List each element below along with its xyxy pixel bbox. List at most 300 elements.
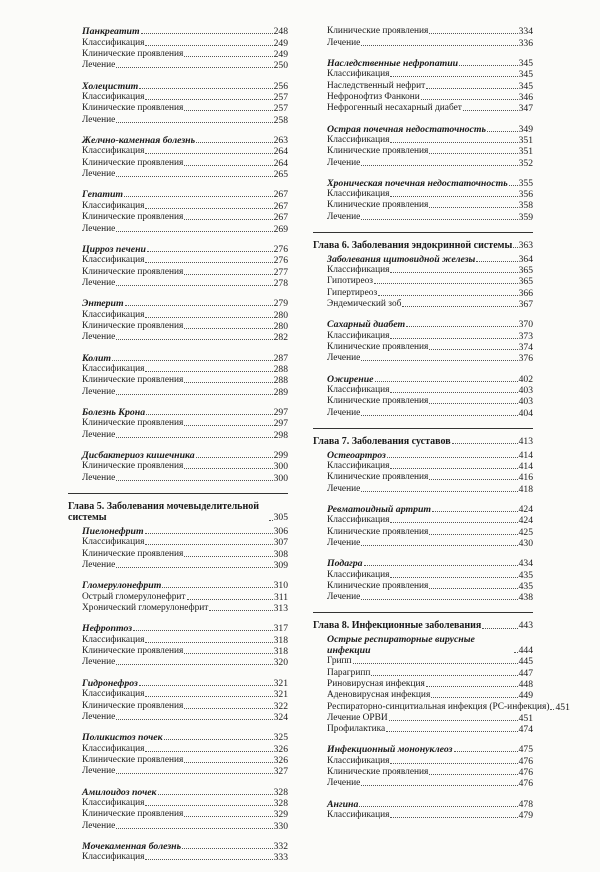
toc-entry[interactable]	[313, 200, 533, 211]
toc-entry[interactable]	[313, 135, 533, 146]
toc-entry[interactable]	[68, 798, 288, 809]
toc-entry[interactable]	[313, 26, 533, 37]
toc-entry[interactable]	[68, 321, 288, 332]
toc-section	[68, 189, 288, 234]
leader-dots	[361, 491, 517, 492]
leader-dots	[361, 785, 517, 786]
leader-dots	[147, 251, 273, 252]
toc-entry[interactable]	[68, 603, 288, 614]
toc-section	[313, 373, 533, 418]
toc-entry[interactable]	[313, 667, 533, 678]
toc-entry[interactable]	[68, 560, 288, 571]
toc-entry[interactable]	[68, 657, 288, 668]
toc-entry-label: Клинические проявления	[327, 581, 429, 592]
leader-dots	[390, 763, 517, 764]
toc-entry[interactable]	[313, 755, 533, 766]
toc-entry-page-number: 280	[273, 309, 288, 321]
section-heading[interactable]	[68, 26, 288, 37]
section-title: Мочекаменная болезнь	[82, 840, 182, 852]
chapter-heading[interactable]	[313, 240, 533, 252]
toc-entry-label: Аденовирусная инфекция	[327, 690, 431, 701]
toc-entry[interactable]	[68, 332, 288, 343]
toc-entry[interactable]	[313, 287, 533, 298]
chapter-title: Глава 8. Инфекционные заболевания	[313, 620, 482, 632]
toc-entry[interactable]	[313, 407, 533, 418]
section-page-number: 317	[273, 623, 288, 635]
leader-dots	[361, 165, 517, 166]
toc-section	[313, 253, 533, 310]
toc-entry[interactable]	[68, 809, 288, 820]
toc-entry-label: Классификация	[327, 385, 390, 396]
toc-entry[interactable]	[313, 483, 533, 494]
toc-entry[interactable]	[68, 200, 288, 211]
section-heading[interactable]	[313, 319, 533, 330]
leader-dots	[463, 110, 518, 111]
section-title: Хроническая почечная недостаточность	[327, 177, 508, 189]
leader-dots	[116, 480, 272, 481]
section-heading[interactable]	[68, 677, 288, 688]
toc-entry[interactable]	[313, 581, 533, 592]
toc-left-column	[68, 26, 288, 872]
leader-dots	[389, 720, 518, 721]
toc-entry-page-number: 267	[273, 200, 288, 212]
section-title: Ангина	[327, 798, 359, 810]
section-heading[interactable]	[313, 123, 533, 134]
toc-entry-label: Лечение	[82, 429, 116, 440]
leader-dots	[390, 817, 517, 818]
toc-entry-page-number: 333	[273, 852, 288, 864]
toc-entry-page-number: 334	[518, 26, 533, 38]
toc-entry-page-number: 451	[555, 701, 570, 713]
toc-entry[interactable]	[313, 515, 533, 526]
section-heading[interactable]	[68, 450, 288, 461]
toc-entry-label: Лечение	[327, 37, 361, 48]
toc-entry[interactable]	[68, 364, 288, 375]
leader-dots	[429, 153, 517, 154]
toc-entry-page-number: 435	[518, 569, 533, 581]
leader-dots	[402, 306, 517, 307]
toc-entry[interactable]	[313, 265, 533, 276]
leader-dots	[145, 642, 272, 643]
leader-dots	[184, 468, 272, 469]
toc-entry[interactable]	[313, 767, 533, 778]
toc-entry-label: Классификация	[327, 189, 390, 200]
toc-entry[interactable]	[313, 396, 533, 407]
toc-entry[interactable]	[313, 461, 533, 472]
toc-entry-page-number: 249	[273, 37, 288, 49]
toc-entry[interactable]	[68, 157, 288, 168]
section-title: Инфекционный мононуклеоз	[327, 744, 453, 756]
leader-dots	[158, 794, 273, 795]
leader-dots	[164, 739, 273, 740]
toc-entry-label: Классификация	[82, 200, 145, 211]
toc-entry[interactable]	[68, 212, 288, 223]
toc-entry[interactable]	[68, 309, 288, 320]
toc-entry-label: Клинические проявления	[82, 700, 184, 711]
leader-dots	[145, 751, 272, 752]
toc-entry[interactable]	[313, 701, 570, 713]
toc-entry[interactable]	[313, 679, 533, 690]
section-heading[interactable]	[313, 253, 533, 264]
leader-dots	[116, 664, 272, 665]
toc-entry[interactable]	[313, 538, 533, 549]
section-heading[interactable]	[313, 178, 533, 189]
toc-entry-label: Лечение	[327, 592, 361, 603]
section-heading[interactable]	[68, 786, 288, 797]
leader-dots	[390, 577, 517, 578]
toc-entry-page-number: 345	[518, 69, 533, 81]
leader-dots	[116, 339, 272, 340]
toc-entry-label: Классификация	[327, 265, 390, 275]
leader-dots	[429, 588, 517, 589]
toc-section	[68, 407, 288, 441]
toc-entry-label: Клинические проявления	[82, 103, 184, 114]
toc-section	[68, 26, 288, 71]
section-page-number: 332	[273, 840, 288, 852]
toc-entry-page-number: 404	[518, 407, 533, 419]
toc-entry-label: Клинические проявления	[327, 526, 429, 537]
leader-dots	[361, 219, 517, 220]
toc-entry-label: Наследственный нефрит	[327, 80, 426, 91]
toc-entry-label: Лечение	[327, 483, 361, 494]
toc-entry-label: Клинические проявления	[82, 212, 184, 223]
section-page-number: 267	[273, 189, 288, 201]
section-page-number: 475	[518, 744, 533, 756]
toc-entry-label: Клинические проявления	[82, 320, 184, 331]
toc-entry-label: Клинические проявления	[327, 200, 429, 211]
chapter-heading[interactable]	[313, 436, 533, 448]
section-heading[interactable]	[313, 558, 533, 569]
toc-entry-page-number: 358	[518, 200, 533, 212]
toc-entry-page-number: 330	[273, 820, 288, 832]
toc-entry[interactable]	[313, 778, 533, 789]
toc-entry-label: Клинические проявления	[82, 754, 184, 765]
toc-entry-page-number: 373	[518, 330, 533, 342]
chapter-heading[interactable]	[68, 501, 288, 524]
toc-entry-page-number: 289	[273, 386, 288, 398]
toc-entry[interactable]	[68, 418, 288, 429]
toc-section	[313, 633, 570, 736]
toc-entry[interactable]	[313, 472, 533, 483]
section-heading[interactable]	[313, 373, 533, 384]
toc-entry[interactable]	[313, 276, 533, 287]
toc-entry[interactable]	[313, 713, 533, 724]
toc-entry[interactable]	[313, 92, 533, 103]
toc-entry[interactable]	[68, 712, 288, 723]
toc-section	[68, 135, 288, 180]
section-title: Гидронефроз	[82, 677, 138, 689]
toc-entry-label: Эндемический зоб	[327, 299, 402, 310]
toc-entry-page-number: 318	[273, 646, 288, 658]
toc-entry-page-number: 416	[518, 472, 533, 484]
toc-entry-label: Грипп	[327, 656, 352, 667]
leader-dots	[145, 533, 273, 534]
toc-entry[interactable]	[68, 472, 288, 483]
section-page-number: 287	[273, 352, 288, 364]
section-page-number: 355	[518, 177, 533, 189]
section-heading[interactable]	[68, 841, 288, 852]
leader-dots	[184, 762, 272, 763]
toc-entry[interactable]	[313, 189, 533, 200]
toc-entry[interactable]	[68, 591, 288, 602]
leader-dots	[184, 653, 272, 654]
leader-dots	[116, 285, 272, 286]
toc-section	[313, 58, 533, 115]
leader-dots	[390, 392, 517, 393]
section-heading[interactable]	[68, 526, 288, 537]
toc-entry[interactable]	[68, 146, 288, 157]
leader-dots	[390, 142, 517, 143]
toc-entry[interactable]	[68, 266, 288, 277]
toc-entry-label: Клинические проявления	[327, 342, 429, 353]
toc-entry[interactable]	[313, 656, 533, 667]
leader-dots	[476, 261, 517, 262]
toc-entry-page-number: 258	[273, 114, 288, 126]
toc-entry-page-number: 351	[518, 146, 533, 158]
toc-entry[interactable]	[68, 743, 288, 754]
leader-dots	[116, 394, 272, 395]
toc-entry-label: Клинические проявления	[327, 26, 429, 37]
leader-dots	[269, 520, 273, 521]
section-title: Панкреатит	[82, 26, 140, 38]
leader-dots	[429, 207, 517, 208]
toc-entry-page-number: 307	[273, 537, 288, 549]
toc-entry[interactable]	[68, 646, 288, 657]
toc-entry[interactable]	[68, 255, 288, 266]
toc-entry-label: Клинические проявления	[82, 646, 184, 657]
toc-entry[interactable]	[313, 80, 533, 91]
section-heading[interactable]	[313, 504, 533, 515]
toc-entry-label: Классификация	[82, 634, 145, 645]
chapter-page-number: 443	[518, 620, 533, 632]
leader-dots	[209, 610, 272, 611]
toc-entry-label: Классификация	[82, 852, 145, 863]
toc-entry[interactable]	[68, 386, 288, 397]
toc-entry-label: Лечение	[82, 277, 116, 288]
toc-entry[interactable]	[68, 278, 288, 289]
toc-entry[interactable]	[68, 634, 288, 645]
section-page-number: 279	[273, 298, 288, 310]
section-heading[interactable]	[68, 580, 288, 591]
leader-dots	[125, 305, 273, 306]
section-heading[interactable]	[313, 634, 533, 656]
leader-dots	[184, 274, 272, 275]
toc-entry-page-number: 311	[273, 591, 288, 603]
toc-entry-label: Лечение	[327, 538, 361, 549]
toc-entry[interactable]	[313, 592, 533, 603]
section-heading[interactable]	[68, 623, 288, 634]
toc-entry[interactable]	[313, 724, 533, 735]
toc-entry-page-number: 403	[518, 396, 533, 408]
toc-entry-page-number: 425	[518, 526, 533, 538]
toc-entry[interactable]	[68, 375, 288, 386]
section-page-number: 478	[518, 798, 533, 810]
toc-entry[interactable]	[68, 92, 288, 103]
toc-entry-page-number: 351	[518, 135, 533, 147]
section-heading[interactable]	[313, 798, 533, 809]
toc-section	[68, 244, 288, 289]
toc-entry[interactable]	[68, 689, 288, 700]
section-page-number: 325	[273, 732, 288, 744]
section-heading[interactable]	[313, 449, 533, 460]
toc-entry[interactable]	[313, 69, 533, 80]
toc-entry[interactable]	[68, 852, 288, 863]
chapter-page-number: 413	[518, 435, 533, 447]
leader-dots	[145, 208, 272, 209]
leader-dots	[141, 33, 273, 34]
toc-entry-label: Клинические проявления	[82, 809, 184, 820]
toc-entry[interactable]	[313, 157, 533, 168]
toc-entry[interactable]	[68, 461, 288, 472]
toc-entry[interactable]	[313, 526, 533, 537]
toc-entry-label: Классификация	[82, 363, 145, 374]
toc-entry[interactable]	[313, 569, 533, 580]
toc-entry[interactable]	[68, 223, 288, 234]
toc-section	[68, 526, 288, 571]
section-title: Болезнь Крона	[82, 406, 146, 418]
section-title: Наследственные нефропатии	[327, 58, 459, 70]
toc-entry[interactable]	[68, 766, 288, 777]
toc-entry-page-number: 430	[518, 538, 533, 550]
toc-entry-page-number: 435	[518, 581, 533, 593]
toc-section	[68, 623, 288, 668]
toc-entry-label: Клинические проявления	[327, 396, 429, 407]
section-heading[interactable]	[68, 352, 288, 363]
toc-entry-label: Лечение	[82, 711, 116, 722]
toc-entry-page-number: 297	[273, 418, 288, 430]
leader-dots	[133, 630, 273, 631]
toc-entry-page-number: 309	[273, 560, 288, 572]
toc-entry[interactable]	[68, 103, 288, 114]
toc-entry-page-number: 366	[518, 287, 533, 299]
leader-dots	[550, 709, 554, 710]
toc-section	[313, 319, 533, 364]
leader-dots	[426, 88, 517, 89]
leader-dots	[145, 317, 272, 318]
toc-entry[interactable]	[68, 429, 288, 440]
leader-dots	[116, 122, 272, 123]
toc-entry-label: Острый гломерулонефрит	[82, 591, 186, 602]
toc-entry-page-number: 249	[273, 49, 288, 61]
section-heading[interactable]	[68, 732, 288, 743]
toc-entry-label: Классификация	[327, 755, 390, 766]
toc-entry-label: Клинические проявления	[82, 157, 184, 168]
toc-entry[interactable]	[68, 60, 288, 71]
toc-entry[interactable]	[313, 146, 533, 157]
toc-entry[interactable]	[313, 342, 533, 353]
toc-entry-page-number: 288	[273, 363, 288, 375]
toc-entry-label: Классификация	[327, 330, 390, 341]
section-heading[interactable]	[68, 189, 288, 200]
toc-entry[interactable]	[313, 37, 533, 48]
leader-dots	[112, 360, 273, 361]
toc-entry[interactable]	[68, 537, 288, 548]
section-page-number: 276	[273, 243, 288, 255]
toc-entry-page-number: 265	[273, 169, 288, 181]
toc-entry-page-number: 298	[273, 429, 288, 441]
toc-entry-page-number: 359	[518, 211, 533, 223]
toc-entry[interactable]	[313, 330, 533, 341]
leader-dots	[361, 45, 517, 46]
toc-entry[interactable]	[68, 49, 288, 60]
section-page-number: 299	[273, 450, 288, 461]
toc-entry-label: Лечение	[327, 407, 361, 418]
toc-entry-page-number: 345	[518, 80, 533, 92]
section-heading[interactable]	[68, 80, 288, 91]
section-heading[interactable]	[68, 135, 288, 146]
toc-entry[interactable]	[68, 169, 288, 180]
toc-entry[interactable]	[313, 353, 533, 364]
toc-entry[interactable]	[68, 700, 288, 711]
toc-entry[interactable]	[313, 299, 533, 310]
toc-entry-label: Лечение	[327, 778, 361, 789]
toc-entry-page-number: 346	[518, 92, 533, 104]
leader-dots	[482, 628, 517, 629]
toc-entry[interactable]	[68, 548, 288, 559]
section-heading[interactable]	[68, 407, 288, 418]
toc-entry[interactable]	[68, 755, 288, 766]
leader-dots	[378, 295, 517, 296]
toc-entry[interactable]	[313, 385, 533, 396]
leader-dots	[454, 751, 518, 752]
toc-entry-label: Нефронофтиз Фанкони	[327, 92, 420, 103]
toc-entry-page-number: 476	[518, 755, 533, 767]
toc-section	[68, 298, 288, 343]
section-heading[interactable]	[313, 744, 533, 755]
section-heading[interactable]	[68, 298, 288, 309]
toc-entry-label: Классификация	[327, 135, 390, 146]
toc-entry-page-number: 300	[273, 472, 288, 484]
toc-entry-label: Классификация	[82, 255, 145, 266]
leader-dots	[429, 534, 517, 535]
toc-section	[68, 677, 288, 722]
toc-entry[interactable]	[313, 810, 533, 821]
toc-entry[interactable]	[313, 690, 533, 701]
toc-entry-page-number: 479	[518, 810, 533, 822]
toc-entry-page-number: 264	[273, 146, 288, 158]
leader-dots	[182, 848, 273, 849]
chapter-title: Глава 5. Заболевания мочевыделительной системы	[68, 500, 259, 524]
leader-dots	[361, 360, 517, 361]
toc-entry[interactable]	[313, 211, 533, 222]
toc-entry[interactable]	[68, 820, 288, 831]
toc-entry-label: Клинические проявления	[82, 49, 184, 60]
leader-dots	[390, 338, 517, 339]
section-title: Ожирение	[327, 373, 374, 385]
section-page-number: 263	[273, 135, 288, 147]
chapter-heading[interactable]	[313, 620, 533, 632]
leader-dots	[514, 652, 518, 653]
toc-entry[interactable]	[68, 37, 288, 48]
leader-dots	[390, 468, 517, 469]
toc-entry[interactable]	[313, 103, 533, 114]
toc-entry[interactable]	[68, 114, 288, 125]
toc-entry-label: Лечение	[82, 223, 116, 234]
section-title: Гломерулонефрит	[82, 580, 162, 592]
leader-dots	[386, 731, 517, 732]
leader-dots	[406, 326, 517, 327]
toc-entry-page-number: 352	[518, 157, 533, 169]
toc-section	[313, 558, 533, 603]
leader-dots	[196, 457, 273, 458]
section-heading[interactable]	[313, 58, 533, 69]
toc-entry-page-number: 414	[518, 460, 533, 472]
leader-dots	[116, 567, 272, 568]
section-heading[interactable]	[68, 244, 288, 255]
toc-entry-page-number: 476	[518, 778, 533, 790]
toc-entry-page-number: 277	[273, 266, 288, 278]
leader-dots	[145, 371, 272, 372]
